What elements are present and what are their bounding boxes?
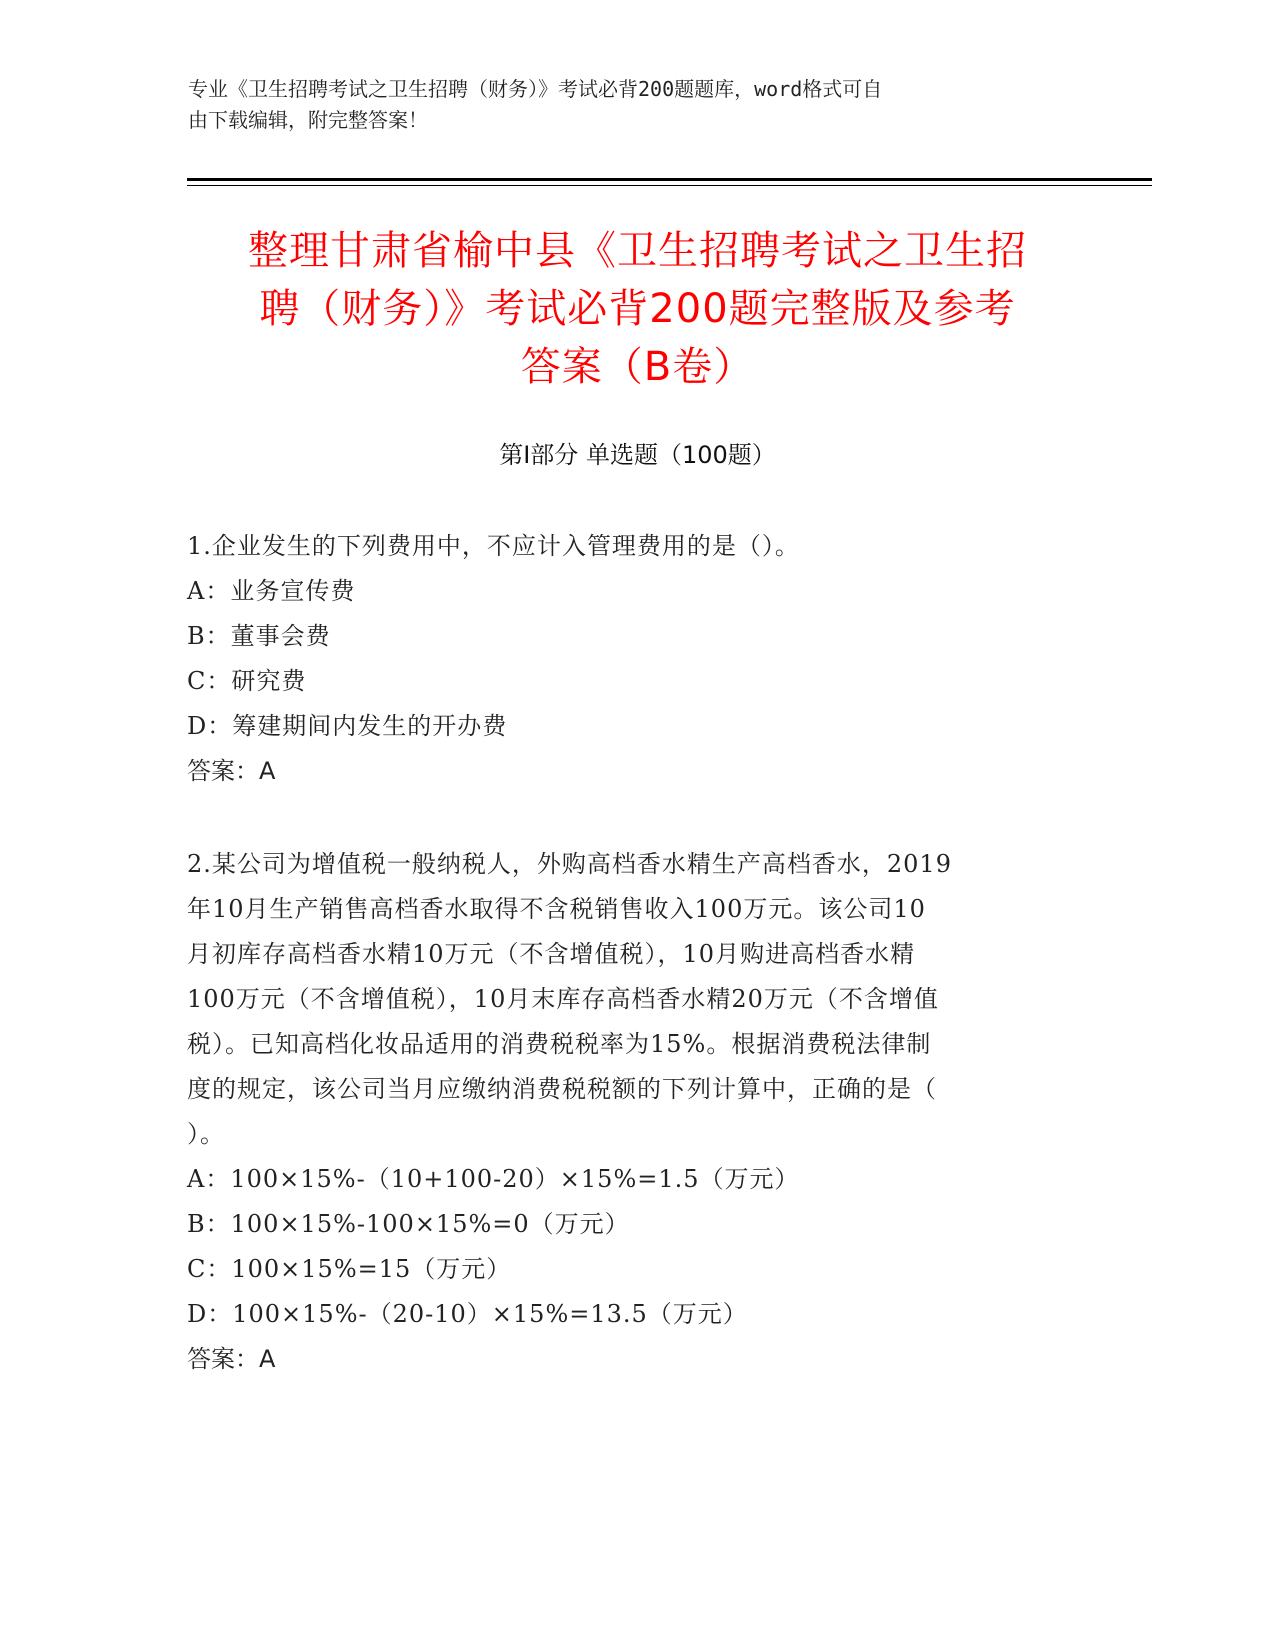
section-title: 第Ⅰ部分 单选题（100题） bbox=[499, 441, 776, 469]
option-d: D：筹建期间内发生的开办费 bbox=[187, 712, 508, 740]
header-divider-thin bbox=[187, 185, 1152, 186]
question-1 bbox=[187, 524, 1067, 794]
answer-label: 答案：A bbox=[187, 1345, 276, 1373]
option-b: B：董事会费 bbox=[187, 622, 331, 650]
option-b: B：100×15%-100×15%=0（万元） bbox=[187, 1210, 630, 1238]
document-title-line-3: 答案（B卷） bbox=[520, 344, 755, 390]
document-title bbox=[180, 222, 1095, 396]
document-title-line-2: 聘（财务）》考试必背200题完整版及参考 bbox=[259, 286, 1016, 332]
header-note-line-1: 专业《卫生招聘考试之卫生招聘（财务）》考试必背200题题库，word格式可自 bbox=[188, 77, 883, 101]
question-stem-line-4: 100万元（不含增值税），10月末库存高档香水精20万元（不含增值 bbox=[187, 985, 939, 1013]
answer-label: 答案：A bbox=[187, 757, 276, 785]
option-a: A：100×15%-（10+100-20）×15%=1.5（万元） bbox=[187, 1165, 800, 1193]
header-note-line-2: 由下载编辑，附完整答案！ bbox=[188, 108, 428, 132]
question-stem-line-7: ）。 bbox=[187, 1120, 225, 1148]
question-stem-line-5: 税）。已知高档化妆品适用的消费税税率为15%。根据消费税法律制 bbox=[187, 1030, 932, 1058]
header-note bbox=[188, 74, 1068, 136]
question-2 bbox=[187, 842, 1067, 1382]
option-c: C：研究费 bbox=[187, 667, 307, 695]
question-stem: 1.企业发生的下列费用中，不应计入管理费用的是（）。 bbox=[187, 532, 800, 560]
question-stem-line-6: 度的规定，该公司当月应缴纳消费税税额的下列计算中，正确的是（ bbox=[187, 1075, 937, 1103]
option-d: D：100×15%-（20-10）×15%=13.5（万元） bbox=[187, 1300, 748, 1328]
document-title-line-1: 整理甘肃省榆中县《卫生招聘考试之卫生招 bbox=[248, 228, 1027, 274]
question-stem-line-3: 月初库存高档香水精10万元（不含增值税），10月购进高档香水精 bbox=[187, 940, 916, 968]
question-stem-line-1: 2.某公司为增值税一般纳税人，外购高档香水精生产高档香水，2019 bbox=[187, 850, 952, 878]
question-stem-line-2: 年10月生产销售高档香水取得不含税销售收入100万元。该公司10 bbox=[187, 895, 926, 923]
header-divider-thick bbox=[187, 178, 1152, 181]
option-a: A：业务宣传费 bbox=[187, 577, 356, 605]
option-c: C：100×15%=15（万元） bbox=[187, 1255, 512, 1283]
